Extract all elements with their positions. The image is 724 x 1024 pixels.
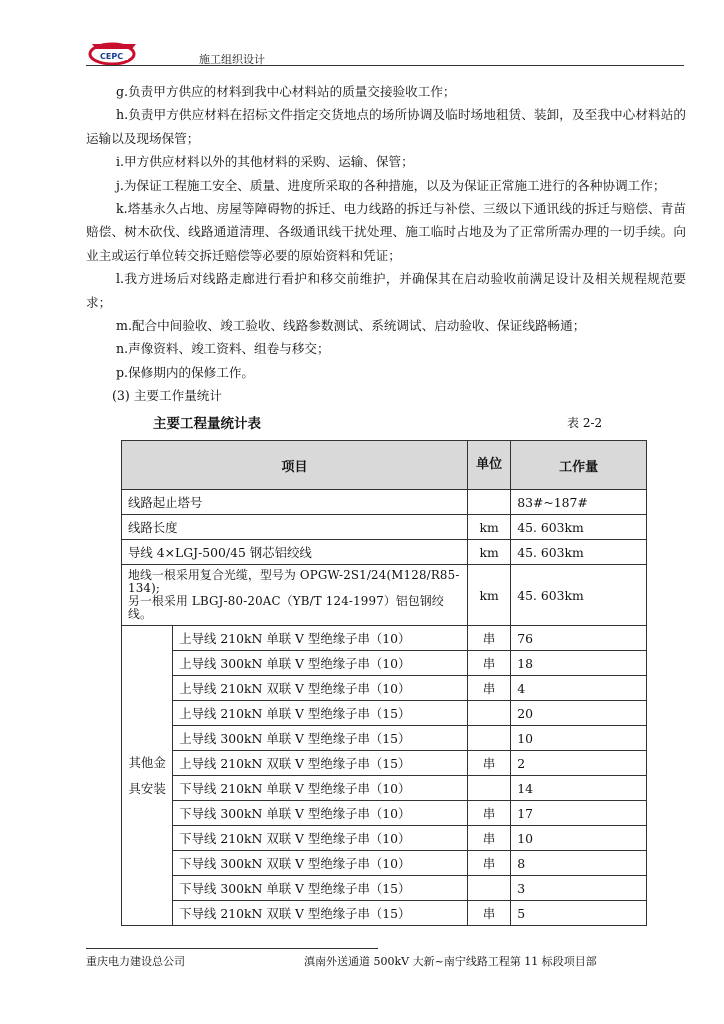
paragraph-k: k.塔基永久占地、房屋等障碍物的拆迁、电力线路的拆迁与补偿、三级以下通讯线的拆迁与赔偿、青苗赔偿、树木砍伐、线路通道清理、各级通讯线干扰处理、施工临时占地及为了正常所需办理的一切手续。向业主或运行单位转交拆迁赔偿等必要的原始资料和凭证； (86, 201, 686, 263)
row-qty: 18 (511, 651, 647, 676)
row-qty: 45. 603km (511, 540, 647, 565)
table-row (122, 651, 647, 676)
table-row (122, 901, 647, 926)
row-unit: 串 (467, 851, 510, 876)
table-row (122, 701, 647, 726)
footer-company: 重庆电力建设总公司 (86, 955, 185, 968)
row-item: 地线一根采用复合光缆，型号为 OPGW-2S1/24(M128/R85-134); 另一根采用 LBGJ-80-20AC（YB/T 124-1997）铝包钢绞线。 (122, 565, 468, 626)
row-qty: 2 (511, 751, 647, 776)
row-item: 上导线 300kN 单联 V 型绝缘子串（10） (173, 651, 468, 676)
table-row (122, 851, 647, 876)
paragraph-n: n.声像资料、竣工资料、组卷与移交； (116, 341, 330, 357)
section-heading: (3) 主要工作量统计 (112, 388, 222, 404)
row-unit (467, 701, 510, 726)
page-header (86, 38, 684, 68)
footer-divider (86, 948, 378, 949)
header-item: 项目 (122, 441, 468, 490)
header-title: 施工组织设计 (199, 53, 265, 66)
header-unit: 单位 (467, 441, 510, 490)
row-unit: km (467, 540, 510, 565)
paragraph-p: p.保修期内的保修工作。 (116, 364, 255, 380)
row-qty: 14 (511, 776, 647, 801)
table-title: 主要工程量统计表 (153, 416, 261, 432)
row-unit: 串 (467, 826, 510, 851)
row-unit: km (467, 515, 510, 540)
row-item: 上导线 210kN 单联 V 型绝缘子串（10） (173, 626, 468, 651)
table-row (122, 776, 647, 801)
table-row (122, 801, 647, 826)
table-row (122, 490, 647, 515)
table-row (122, 626, 647, 651)
row-qty: 83#~187# (511, 490, 647, 515)
row-unit: 串 (467, 676, 510, 701)
row-item: 下导线 300kN 单联 V 型绝缘子串（15） (173, 876, 468, 901)
row-qty: 5 (511, 901, 647, 926)
company-logo-icon (86, 38, 144, 66)
row-unit (467, 490, 510, 515)
table-row (122, 876, 647, 901)
row-qty: 10 (511, 826, 647, 851)
row-qty: 10 (511, 726, 647, 751)
row-item: 上导线 210kN 双联 V 型绝缘子串（15） (173, 751, 468, 776)
row-item: 下导线 300kN 单联 V 型绝缘子串（10） (173, 801, 468, 826)
header-divider (86, 65, 684, 66)
paragraph-i: i.甲方供应材料以外的其他材料的采购、运输、保管； (116, 154, 414, 170)
row-qty: 4 (511, 676, 647, 701)
table-number: 表 2-2 (567, 416, 603, 430)
header-qty: 工作量 (511, 441, 647, 490)
paragraph-h: h.负责甲方供应材料在招标文件指定交货地点的场所协调及临时场地租赁、装卸，及至我中心材料站的运输以及现场保管； (86, 107, 686, 146)
table-row (122, 826, 647, 851)
row-qty: 20 (511, 701, 647, 726)
svg-text:CEPC: CEPC (100, 52, 124, 61)
row-unit: km (467, 565, 510, 626)
group-label: 其他金具安装 (122, 626, 173, 926)
row-item: 上导线 210kN 双联 V 型绝缘子串（10） (173, 676, 468, 701)
row-unit (467, 876, 510, 901)
body-text (86, 80, 686, 408)
paragraph-g: g.负责甲方供应的材料到我中心材料站的质量交接验收工作； (116, 84, 456, 99)
row-item: 下导线 210kN 单联 V 型绝缘子串（10） (173, 776, 468, 801)
row-qty: 45. 603km (511, 515, 647, 540)
row-item: 线路起止塔号 (122, 490, 468, 515)
row-item: 线路长度 (122, 515, 468, 540)
footer-project: 滇南外送通道 500kV 大新~南宁线路工程第 11 标段项目部 (304, 955, 597, 968)
row-item: 导线 4×LGJ-500/45 钢芯铝绞线 (122, 540, 468, 565)
row-unit: 串 (467, 901, 510, 926)
row-unit (467, 776, 510, 801)
paragraph-m: m.配合中间验收、竣工验收、线路参数测试、系统调试、启动验收、保证线路畅通； (116, 318, 586, 334)
table-row (122, 751, 647, 776)
row-unit: 串 (467, 626, 510, 651)
row-unit (467, 726, 510, 751)
row-unit: 串 (467, 801, 510, 826)
table-row (122, 726, 647, 751)
table-row (122, 515, 647, 540)
table-row (122, 676, 647, 701)
table-row (122, 565, 647, 626)
table-header-row (122, 441, 647, 490)
row-item: 上导线 300kN 单联 V 型绝缘子串（15） (173, 726, 468, 751)
row-qty: 17 (511, 801, 647, 826)
table-row (122, 540, 647, 565)
row-unit: 串 (467, 651, 510, 676)
row-qty: 8 (511, 851, 647, 876)
paragraph-j: j.为保证工程施工安全、质量、进度所采取的各种措施，以及为保证正常施工进行的各种协调工作； (116, 177, 666, 193)
row-qty: 45. 603km (511, 565, 647, 626)
quantity-table (121, 440, 647, 926)
row-item: 下导线 210kN 双联 V 型绝缘子串（15） (173, 901, 468, 926)
paragraph-l: l.我方进场后对线路走廊进行看护和移交前维护，并确保其在启动验收前满足设计及相关规程规范要求； (86, 271, 686, 310)
row-qty: 76 (511, 626, 647, 651)
row-qty: 3 (511, 876, 647, 901)
row-item: 下导线 210kN 双联 V 型绝缘子串（10） (173, 826, 468, 851)
row-item: 下导线 300kN 双联 V 型绝缘子串（10） (173, 851, 468, 876)
row-unit: 串 (467, 751, 510, 776)
row-item: 上导线 210kN 单联 V 型绝缘子串（15） (173, 701, 468, 726)
